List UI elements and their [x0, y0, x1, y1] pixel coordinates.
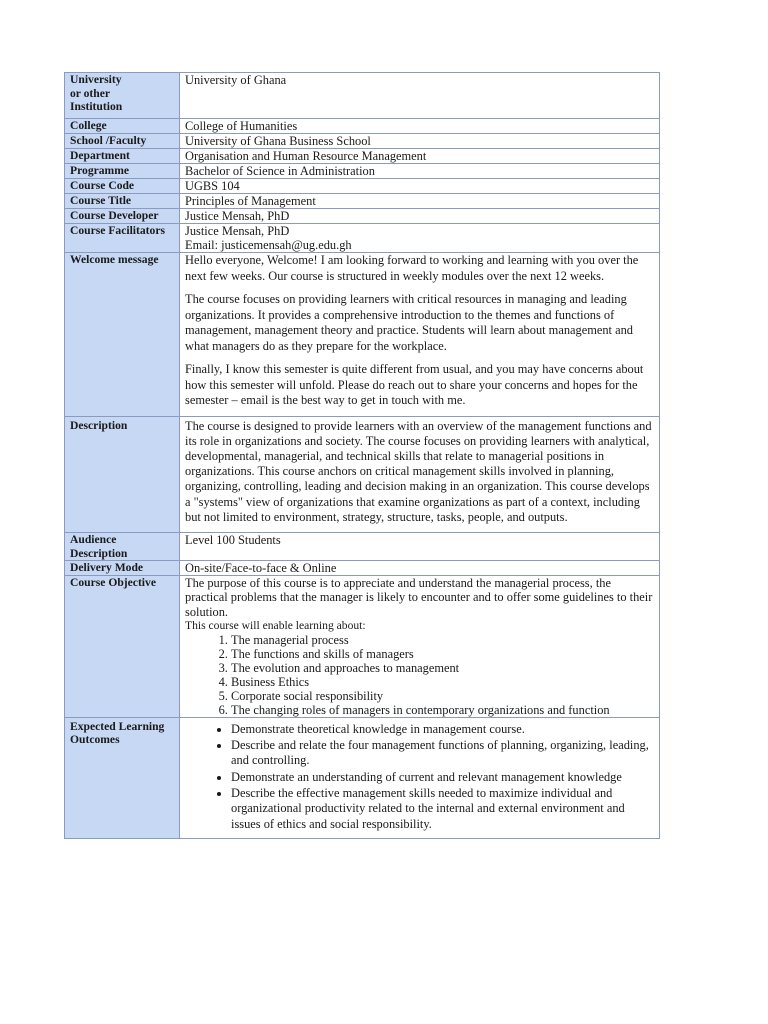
value-school: University of Ghana Business School — [180, 134, 660, 149]
label-school: School /Faculty — [65, 134, 180, 149]
label-facilitators: Course Facilitators — [65, 224, 180, 253]
row-institution — [65, 73, 660, 119]
objective-list — [185, 633, 654, 717]
row-delivery — [65, 561, 660, 576]
row-audience — [65, 532, 660, 560]
row-department — [65, 149, 660, 164]
objective-intro: The purpose of this course is to appreciate and understand the managerial process, the practical problems that the manager is likely to encounter and to offer some guidelines to their solution. — [185, 576, 653, 619]
value-outcomes — [180, 717, 660, 838]
welcome-paragraph: Hello everyone, Welcome! I am looking forward to working and learning with you over the next few weeks. Our course is structured in weekly modules over the next 12 weeks. — [185, 253, 639, 283]
row-school — [65, 134, 660, 149]
label-department: Department — [65, 149, 180, 164]
value-objective — [180, 576, 660, 718]
label-college: College — [65, 119, 180, 134]
value-facilitators — [180, 224, 660, 253]
course-info-table — [64, 72, 660, 839]
row-description — [65, 416, 660, 532]
list-item: 1. The managerial process — [231, 633, 654, 647]
row-outcomes — [65, 717, 660, 838]
list-item: • Demonstrate an understanding of current and relevant management knowledge — [231, 770, 654, 785]
value-college: College of Humanities — [180, 119, 660, 134]
value-delivery: On-site/Face-to-face & Online — [180, 561, 660, 576]
value-department: Organisation and Human Resource Management — [180, 149, 660, 164]
outcomes-list — [185, 722, 654, 832]
label-outcomes: Expected Learning Outcomes — [65, 717, 180, 838]
label-developer: Course Developer — [65, 209, 180, 224]
value-audience: Level 100 Students — [180, 532, 660, 560]
value-description: The course is designed to provide learners with an overview of the management functions and its role in organizations and society. The course focuses on providing learners with analytical, developmental, managerial, and technical skills that relate to managerial positions in organizations. This course anchors on critical management skills involved in planning, organizing, controlling, leading and decision making in an organization. This course develops a "systems" view of organizations that examine organizations as part of a context, including but not limited to environment, strategy, structure, tasks, people, and outputs. — [180, 416, 660, 532]
row-programme — [65, 164, 660, 179]
facilitator-email: Email: justicemensah@ug.edu.gh — [185, 238, 352, 252]
label-welcome: Welcome message — [65, 253, 180, 417]
label-delivery: Delivery Mode — [65, 561, 180, 576]
list-item: 5. Corporate social responsibility — [231, 689, 654, 703]
row-college — [65, 119, 660, 134]
value-course-title: Principles of Management — [180, 194, 660, 209]
list-item: 3. The evolution and approaches to management — [231, 661, 654, 675]
row-developer — [65, 209, 660, 224]
value-programme: Bachelor of Science in Administration — [180, 164, 660, 179]
label-programme: Programme — [65, 164, 180, 179]
label-description: Description — [65, 416, 180, 532]
list-item: 6. The changing roles of managers in contemporary organizations and function — [231, 703, 654, 717]
objective-lead: This course will enable learning about: — [185, 618, 366, 632]
welcome-paragraph: Finally, I know this semester is quite different from usual, and you may have concerns about how this semester will unfold. Please do reach out to share your concerns and hopes for the semester – email is the best way to get in touch with me. — [185, 362, 644, 407]
label-audience: Audience Description — [65, 532, 180, 560]
row-course-code — [65, 179, 660, 194]
label-course-code: Course Code — [65, 179, 180, 194]
label-institution: University or other Institution — [65, 73, 180, 119]
list-item: • Demonstrate theoretical knowledge in management course. — [231, 722, 654, 737]
list-item: • Describe and relate the four management functions of planning, organizing, leading, and controlling. — [231, 738, 654, 769]
row-objective — [65, 576, 660, 718]
value-institution: University of Ghana — [180, 73, 660, 119]
facilitator-name: Justice Mensah, PhD — [185, 224, 290, 238]
label-objective: Course Objective — [65, 576, 180, 718]
row-facilitators — [65, 224, 660, 253]
value-welcome — [180, 253, 660, 417]
list-item: 4. Business Ethics — [231, 675, 654, 689]
list-item: • Describe the effective management skills needed to maximize individual and organizational productivity related to the internal and external environment and issues of ethics and social responsibility. — [231, 786, 654, 832]
list-item: 2. The functions and skills of managers — [231, 647, 654, 661]
value-course-code: UGBS 104 — [180, 179, 660, 194]
row-course-title — [65, 194, 660, 209]
value-developer: Justice Mensah, PhD — [180, 209, 660, 224]
row-welcome — [65, 253, 660, 417]
label-course-title: Course Title — [65, 194, 180, 209]
welcome-paragraph: The course focuses on providing learners with critical resources in managing and leading organizations. It provides a comprehensive introduction to the themes and functions of management, management theory and practice. Students will learn about management and what managers do as they prepare for the workplace. — [185, 292, 633, 353]
